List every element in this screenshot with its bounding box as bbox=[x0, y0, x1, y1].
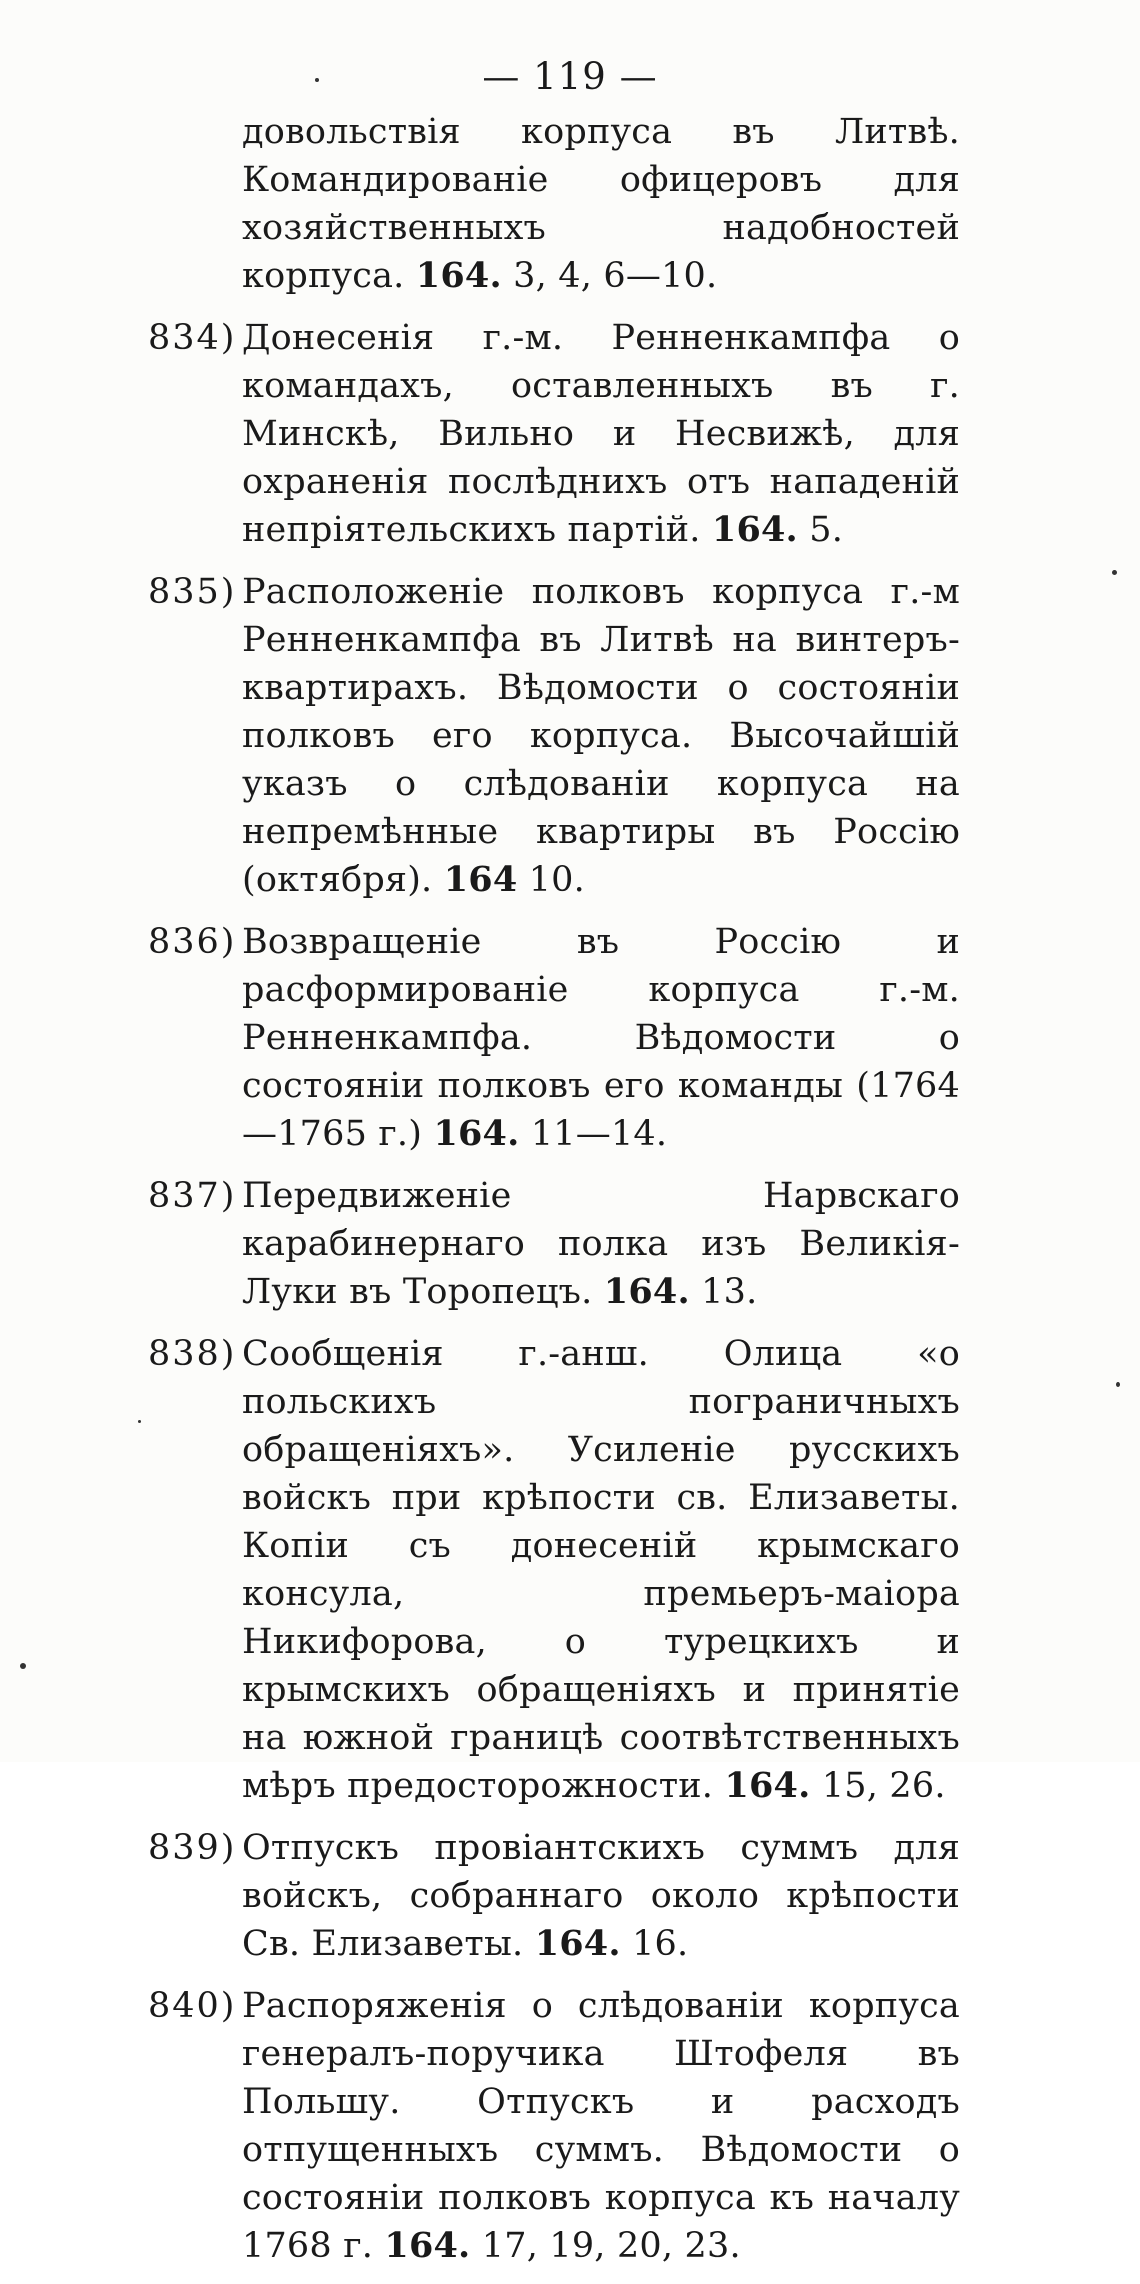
entry-837 bbox=[148, 1172, 960, 1316]
volume-reference: 164. bbox=[534, 1923, 621, 1964]
volume-reference: 164. bbox=[415, 255, 502, 296]
page-references: 17, 19, 20, 23. bbox=[481, 2226, 741, 2266]
volume-reference: 164. bbox=[603, 1271, 690, 1312]
scan-speck bbox=[1116, 1382, 1120, 1387]
entry-number: 840) bbox=[148, 1986, 237, 2026]
page-references: 16. bbox=[632, 1924, 689, 1964]
scan-speck bbox=[20, 1663, 26, 1669]
entry-text-block bbox=[242, 1172, 960, 1316]
entry-number: 835) bbox=[148, 572, 237, 612]
entry-continuation bbox=[148, 108, 960, 300]
page-references: 15, 26. bbox=[821, 1766, 946, 1806]
entry-description: Передвиженіе Нарвскаго карабинернаго полка изъ Великія-Луки въ Торопецъ. bbox=[242, 1176, 960, 1312]
page-references: 5. bbox=[809, 510, 844, 550]
entry-description: Отпускъ провіантскихъ суммъ для войскъ, собраннаго около крѣпости Св. Елизаветы. bbox=[242, 1828, 960, 1964]
entry-description: Возвращеніе въ Россію и расформированіе корпуса г.-м. Ренненкампфа. Вѣдомости о состояніи полковъ его команды (1764—1765 г.) bbox=[242, 922, 960, 1154]
entry-description: Расположеніе полковъ корпуса г.-м Ренненкампфа въ Литвѣ на винтеръ-квартирахъ. Вѣдомости о состояніи полковъ его корпуса. Высочайшій указъ о слѣдованіи корпуса на непремѣнные квартиры въ Россію (октября). bbox=[242, 572, 960, 900]
entry-list bbox=[148, 108, 960, 2284]
entry-836 bbox=[148, 918, 960, 1158]
volume-reference: 164. bbox=[724, 1765, 811, 1806]
entry-835 bbox=[148, 568, 960, 904]
entry-text-block bbox=[242, 1824, 960, 1968]
volume-reference: 164. bbox=[433, 1113, 520, 1154]
entry-description: Распоряженія о слѣдованіи корпуса генералъ-поручика Штофеля въ Польшу. Отпускъ и расходъ отпущенныхъ суммъ. Вѣдомости о состояніи полковъ корпуса къ началу 1768 г. bbox=[242, 1986, 960, 2266]
entry-description: Донесенія г.-м. Ренненкампфа о командахъ, оставленныхъ въ г. Минскѣ, Вильно и Несвижѣ, для охраненія послѣднихъ отъ нападеній непріятельскихъ партій. bbox=[242, 318, 960, 550]
entry-text-block bbox=[242, 108, 960, 300]
entry-number: 837) bbox=[148, 1176, 237, 1216]
entry-839 bbox=[148, 1824, 960, 1968]
scan-speck bbox=[1112, 570, 1117, 575]
entry-text-block bbox=[242, 1982, 960, 2270]
entry-text-block bbox=[242, 918, 960, 1158]
entry-834 bbox=[148, 314, 960, 554]
entry-description: Сообщенія г.-анш. Олица «о польскихъ пограничныхъ обращеніяхъ». Усиленіе русскихъ войскъ при крѣпости св. Елизаветы. Копіи съ донесеній крымскаго консула, премьеръ-маіора Никифорова, о турецкихъ и крымскихъ обращеніяхъ и принятіе на южной границѣ соотвѣтственныхъ мѣръ предосторожности. bbox=[242, 1334, 960, 1806]
page-references: 10. bbox=[528, 860, 585, 900]
page-references: 11—14. bbox=[530, 1114, 668, 1154]
entry-number: 839) bbox=[148, 1828, 237, 1868]
entry-text-block bbox=[242, 568, 960, 904]
scan-speck bbox=[138, 1420, 141, 1423]
entry-number: 834) bbox=[148, 318, 237, 358]
entry-text-block bbox=[242, 1330, 960, 1810]
entry-840 bbox=[148, 1982, 960, 2270]
entry-text-block bbox=[242, 314, 960, 554]
page-references: 3, 4, 6—10. bbox=[513, 256, 718, 296]
entry-number: 836) bbox=[148, 922, 237, 962]
page-references: 13. bbox=[701, 1272, 758, 1312]
volume-reference: 164 bbox=[443, 859, 518, 900]
entry-number: 838) bbox=[148, 1334, 237, 1374]
entry-838 bbox=[148, 1330, 960, 1810]
entry-description: довольствія корпуса въ Литвѣ. Командированіе офицеровъ для хозяйственныхъ надобностей корпуса. bbox=[242, 112, 960, 296]
page-number: — 119 — bbox=[482, 55, 658, 98]
volume-reference: 164. bbox=[384, 2225, 471, 2266]
scan-speck bbox=[315, 78, 319, 82]
volume-reference: 164. bbox=[711, 509, 798, 550]
